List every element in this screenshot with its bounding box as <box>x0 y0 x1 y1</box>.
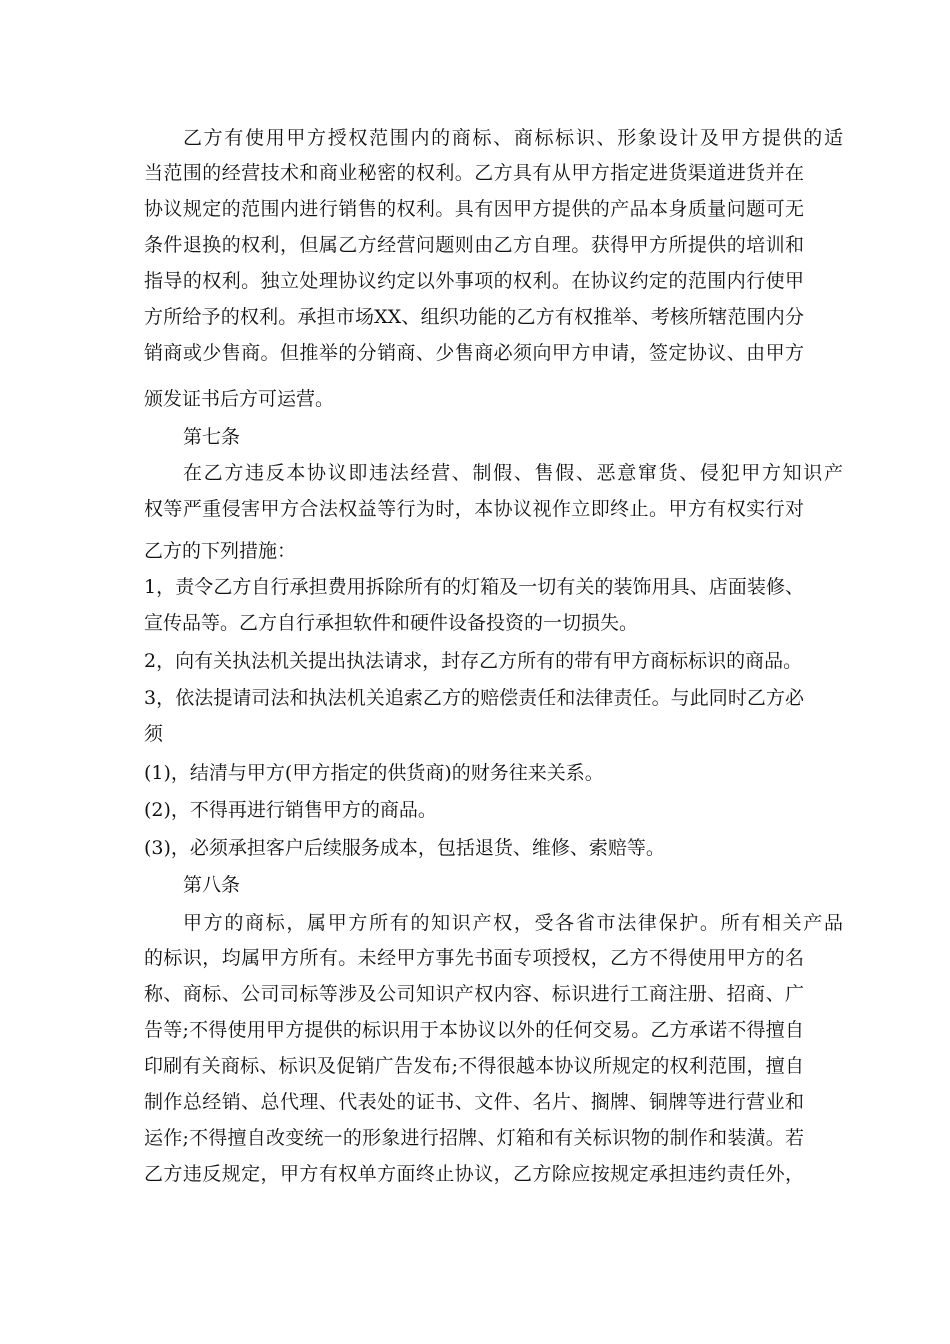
paragraph-line: 的标识，均属甲方所有。未经甲方事先书面专项授权，乙方不得使用甲方的名 <box>144 947 804 969</box>
paragraph-line: 制作总经销、总代理、代表处的证书、文件、名片、搁牌、铜牌等进行营业和 <box>144 1091 804 1113</box>
paragraph-line: 指导的权利。独立处理协议约定以外事项的权利。在协议约定的范围内行使甲 <box>144 270 804 292</box>
paragraph-line: 销商或少售商。但推举的分销商、少售商必须向甲方申请，签定协议、由甲方 <box>144 342 804 364</box>
paragraph-line: 乙方违反规定，甲方有权单方面终止协议，乙方除应按规定承担违约责任外， <box>144 1163 804 1185</box>
list-item: 3，依法提请司法和执法机关追索乙方的赔偿责任和法律责任。与此同时乙方必 <box>144 687 804 709</box>
list-item: 宣传品等。乙方自行承担软件和硬件设备投资的一切损失。 <box>144 612 639 634</box>
list-item: 2，向有关执法机关提出执法请求，封存乙方所有的带有甲方商标标识的商品。 <box>144 650 803 672</box>
list-item: (1)，结清与甲方(甲方指定的供货商)的财务往来关系。 <box>144 762 604 784</box>
paragraph-line: 乙方有使用甲方授权范围内的商标、商标标识、形象设计及甲方提供的适 <box>183 127 843 149</box>
paragraph-line: 颁发证书后方可运营。 <box>144 388 335 410</box>
paragraph-line: 在乙方违反本协议即违法经营、制假、售假、恶意窜货、侵犯甲方知识产 <box>183 462 843 484</box>
paragraph-line: 条件退换的权利，但属乙方经营问题则由乙方自理。获得甲方所提供的培训和 <box>144 234 804 256</box>
paragraph-line: 当范围的经营技术和商业秘密的权利。乙方具有从甲方指定进货渠道进货并在 <box>144 162 804 184</box>
list-item: 1，责令乙方自行承担费用拆除所有的灯箱及一切有关的装饰用具、店面装修、 <box>144 576 804 598</box>
paragraph-line: 协议规定的范围内进行销售的权利。具有因甲方提供的产品本身质量问题可无 <box>144 198 804 220</box>
paragraph-line: 告等;不得使用甲方提供的标识用于本协议以外的任何交易。乙方承诺不得擅自 <box>144 1019 804 1041</box>
paragraph-line: 运作;不得擅自改变统一的形象进行招牌、灯箱和有关标识物的制作和装潢。若 <box>144 1127 804 1149</box>
list-item: (2)，不得再进行销售甲方的商品。 <box>144 799 437 821</box>
list-item: 须 <box>144 723 164 745</box>
paragraph-line: 印刷有关商标、标识及促销广告发布;不得很越本协议所规定的权利范围，擅自 <box>144 1055 804 1077</box>
paragraph-line: 方所给予的权利。承担市场XX、组织功能的乙方有权推举、考核所辖范围内分 <box>144 306 804 328</box>
section-heading: 第八条 <box>183 874 241 896</box>
list-item: (3)，必须承担客户后续服务成本，包括退货、维修、索赔等。 <box>144 837 665 859</box>
paragraph-line: 权等严重侵害甲方合法权益等行为时，本协议视作立即终止。甲方有权实行对 <box>144 498 804 520</box>
paragraph-line: 称、商标、公司司标等涉及公司知识产权内容、标识进行工商注册、招商、广 <box>144 983 804 1005</box>
section-heading: 第七条 <box>183 426 241 448</box>
paragraph-line: 乙方的下列措施： <box>144 540 297 562</box>
paragraph-line: 甲方的商标，属甲方所有的知识产权，受各省市法律保护。所有相关产品 <box>183 912 843 934</box>
